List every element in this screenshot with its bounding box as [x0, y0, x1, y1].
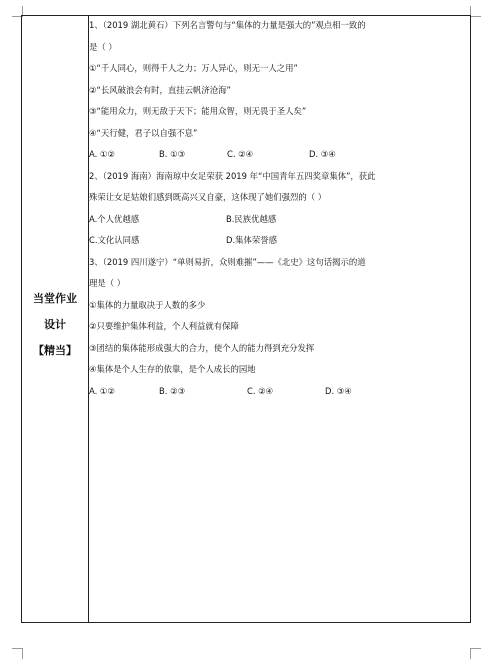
- option-b: B. ①③: [159, 149, 186, 159]
- row-header-title: 当堂作业: [33, 292, 77, 305]
- question-content: [89, 15, 471, 402]
- question-3-stem: 3、（2019 四川遂宁）“单则易折，众则难摧”——《北史》这句话揭示的道: [89, 256, 366, 267]
- page-corner-mark: [470, 648, 481, 659]
- option-a: A. ①②: [89, 385, 115, 396]
- option-b: B. ②③: [159, 385, 186, 396]
- row-header-tag: 【精当】: [33, 344, 77, 357]
- question-2-options-row: [89, 230, 471, 252]
- question-2-stem-cont: 殊荣让女足姑娘们感到既高兴又自豪，这体现了她们强烈的（ ）: [89, 192, 327, 202]
- option-d: D. ③④: [325, 385, 352, 396]
- option-d: D.集体荣誉感: [226, 235, 277, 245]
- option-a: A. ①②: [89, 149, 115, 159]
- question-1-statement: ③“能用众力，则无敌于天下；能用众智，则无畏于圣人矣”: [89, 106, 307, 116]
- question-1-options: [89, 144, 471, 166]
- page-corner-mark: [12, 648, 23, 659]
- question-3-statement: ④集体是个人生存的依靠，是个人成长的园地: [89, 364, 256, 374]
- question-3-statement: ②只要维护集体利益，个人利益就有保障: [89, 321, 239, 331]
- option-c: C. ②④: [227, 149, 254, 159]
- question-3-statement: ①集体的力量取决于人数的多少: [89, 299, 206, 310]
- option-c: C. ②④: [247, 385, 274, 396]
- question-1-statement: ①“千人同心，则得千人之力；万人异心，则无一人之用”: [89, 63, 298, 73]
- row-header-subtitle: 设计: [44, 318, 66, 331]
- option-c: C.文化认同感: [89, 235, 140, 245]
- question-3-statement: ③团结的集体能形成强大的合力，使个人的能力得到充分发挥: [89, 342, 315, 353]
- question-2-stem: 2、（2019 海南）海南琼中女足荣获 2019 年“中国青年五四奖章集体”，获此: [89, 170, 376, 181]
- option-a: A.个人优越感: [89, 213, 140, 224]
- question-3-stem-cont: 理是（ ）: [89, 278, 126, 288]
- option-d: D. ③④: [309, 149, 336, 159]
- question-2-options-row: [89, 209, 471, 231]
- page-corner-mark: [470, 6, 481, 17]
- option-b: B.民族优越感: [226, 213, 277, 224]
- question-1-stem-cont: 是（ ）: [89, 41, 117, 52]
- question-1-statement: ④“天行健，君子以自强不息”: [89, 127, 198, 138]
- question-1-stem: 1、（2019 湖北黄石）下列名言警句与“集体的力量是强大的”观点相一致的: [89, 20, 366, 30]
- question-1-statement: ②“长风破浪会有时，直挂云帆济沧海”: [89, 84, 231, 95]
- row-header: [22, 286, 88, 364]
- question-3-options: [89, 381, 471, 403]
